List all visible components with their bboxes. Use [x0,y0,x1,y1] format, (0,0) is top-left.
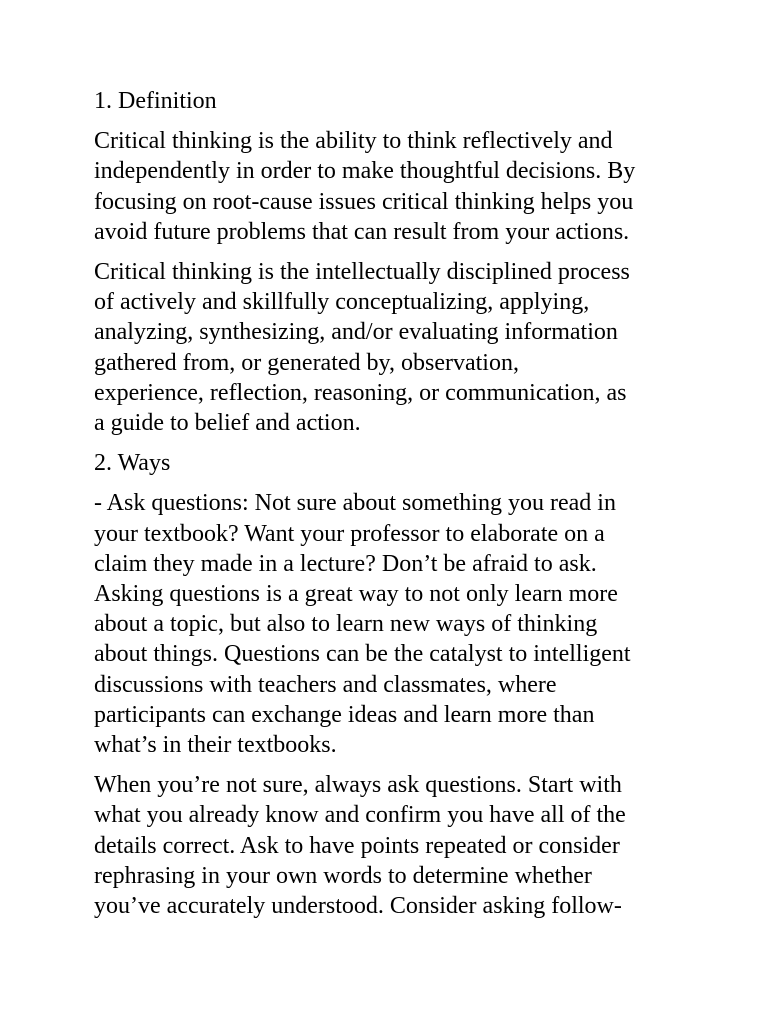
definition-paragraph-1: Critical thinking is the ability to think reflectively and independently in order to make thoughtful decisions. By focusing on root-cause issues critical thinking helps you avoid future problems that can result from your actions. [94,128,636,245]
section-heading-ways: 2. Ways [94,450,171,477]
definition-paragraph-2: Critical thinking is the intellectually disciplined process of actively and skillfully conceptualizing, applying, analyzing, synthesizing, and/or evaluating information gathered from, or generated by, observation, experience, reflection, reasoning, or communication, as a guide to belief and action. [94,259,630,437]
ways-paragraph-2: When you’re not sure, always ask questions. Start with what you already know and confirm you have all of the details correct. Ask to have points repeated or consider rephrasing in your own words to determine whether you’ve accurately understood. Consider asking follow- [94,772,626,920]
ways-paragraph-1: - Ask questions: Not sure about something you read in your textbook? Want your professor to elaborate on a claim they made in a lecture? Don’t be afraid to ask. Asking questions is a great way to not only learn more about a topic, but also to learn new ways of thinking about things. Questions can be the catalyst to intelligent discussions with teachers and classmates, where participants can exchange ideas and learn more than what’s in their textbooks. [94,490,631,759]
section-heading-definition: 1. Definition [94,88,217,114]
document-page [94,86,694,931]
